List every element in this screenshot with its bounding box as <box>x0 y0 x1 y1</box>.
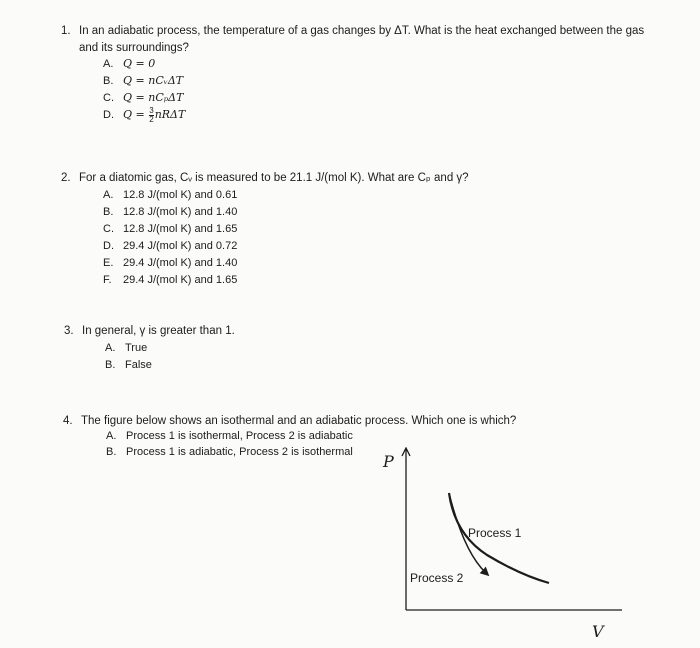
x-axis-label: V <box>592 622 604 641</box>
option-text: Q = nCₚΔT <box>123 91 184 104</box>
option-text: False <box>125 359 152 371</box>
fraction-numerator: 3 <box>149 105 154 115</box>
option-suffix: nRΔT <box>154 108 186 121</box>
option-letter: F. <box>103 274 112 286</box>
q2-option-a[interactable] <box>103 187 237 204</box>
option-text: 12.8 J/(mol K) and 1.65 <box>123 223 238 235</box>
option-letter: A. <box>103 189 114 201</box>
option-letter: C. <box>103 92 114 104</box>
question-number: 1. <box>61 25 71 37</box>
q2-option-d[interactable] <box>103 238 237 255</box>
question-2 <box>61 170 469 187</box>
option-letter: B. <box>106 446 117 458</box>
q1-option-a[interactable] <box>103 55 155 73</box>
q1-option-c[interactable] <box>103 89 183 107</box>
option-prefix: Q = <box>123 108 149 121</box>
process-1-label: Process 1 <box>468 526 522 540</box>
q2-option-c[interactable] <box>103 221 237 238</box>
option-text: Process 1 is adiabatic, Process 2 is isothermal <box>126 446 353 458</box>
option-letter: A. <box>106 430 117 442</box>
question-number: 2. <box>61 172 71 184</box>
option-text: 12.8 J/(mol K) and 1.40 <box>123 206 238 218</box>
option-letter: B. <box>103 206 114 218</box>
question-text: The figure below shows an isothermal and an adiabatic process. Which one is which? <box>81 415 517 427</box>
option-letter: A. <box>103 58 114 70</box>
question-number: 3. <box>64 325 74 337</box>
q2-option-b[interactable] <box>103 204 237 221</box>
option-letter: D. <box>103 240 114 252</box>
option-letter: B. <box>105 359 116 371</box>
option-letter: C. <box>103 223 114 235</box>
fraction <box>149 107 153 124</box>
option-letter: A. <box>105 342 116 354</box>
q3-option-b[interactable] <box>105 357 152 374</box>
option-text: Q = 0 <box>123 57 156 70</box>
y-axis-label: P <box>383 452 394 471</box>
pv-diagram <box>377 447 627 642</box>
option-letter: D. <box>103 109 114 121</box>
q1-option-d[interactable] <box>103 106 185 124</box>
option-text: 12.8 J/(mol K) and 0.61 <box>123 189 238 201</box>
option-text: 29.4 J/(mol K) and 1.40 <box>123 257 238 269</box>
q1-option-b[interactable] <box>103 72 183 90</box>
option-text: True <box>125 342 148 354</box>
q2-option-e[interactable] <box>103 255 237 272</box>
option-text: Q = nCᵥΔT <box>123 74 184 87</box>
question-number: 4. <box>63 415 73 427</box>
option-letter: B. <box>103 75 114 87</box>
q3-option-a[interactable] <box>105 340 147 357</box>
process-2-label: Process 2 <box>410 571 464 585</box>
q2-option-f[interactable] <box>103 272 237 289</box>
option-text: Process 1 is isothermal, Process 2 is adiabatic <box>126 430 353 442</box>
option-text: 29.4 J/(mol K) and 0.72 <box>123 240 238 252</box>
question-3 <box>64 323 235 340</box>
option-letter: E. <box>103 257 114 269</box>
fraction-denominator: 2 <box>149 114 154 124</box>
question-1 <box>61 23 671 57</box>
q4-option-b[interactable] <box>106 444 353 461</box>
question-text: In general, γ is greater than 1. <box>82 325 235 337</box>
option-text: 29.4 J/(mol K) and 1.65 <box>123 274 238 286</box>
q4-option-a[interactable] <box>106 428 353 445</box>
question-text: In an adiabatic process, the temperature of a gas changes by ΔT. What is the heat exchanged between the gas and its surroundings? <box>79 25 645 54</box>
question-text: For a diatomic gas, Cᵥ is measured to be 21.1 J/(mol K). What are Cₚ and γ? <box>79 172 469 184</box>
